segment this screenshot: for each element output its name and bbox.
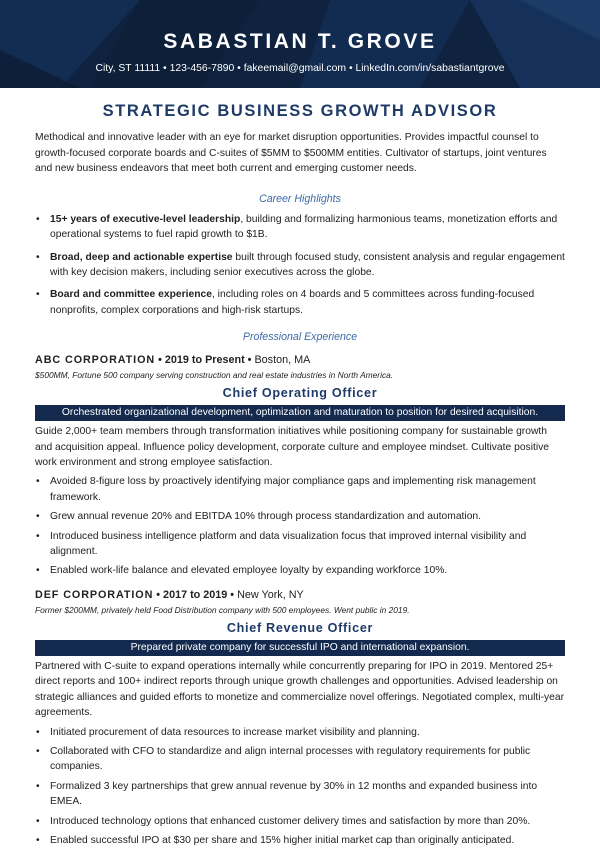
company-name: ABC CORPORATION	[35, 354, 155, 366]
highlight-item	[35, 212, 565, 243]
company-line	[35, 353, 565, 367]
company-location: Boston, MA	[254, 354, 310, 366]
company-location: New York, NY	[237, 589, 304, 601]
highlight-bold: Broad, deep and actionable expertise	[50, 252, 233, 263]
highlight-bold: 15+ years of executive-level leadership	[50, 214, 240, 225]
candidate-name: SABASTIAN T. GROVE	[0, 0, 600, 54]
company-line	[35, 588, 565, 602]
achievement-text: Collaborated with CFO to standardize and align internal processes with regulatory requirements for public companies.	[50, 746, 530, 772]
highlight-item	[35, 250, 565, 281]
achievements-list	[35, 725, 565, 848]
bullet-icon: •	[36, 833, 40, 848]
bullet-icon: •	[36, 529, 40, 544]
bullet-icon: •	[36, 725, 40, 740]
bullet-icon: •	[36, 250, 40, 265]
achievement-text: Formalized 3 key partnerships that grew annual revenue by 30% in 12 months and expanded business into EMEA.	[50, 781, 537, 807]
role-title: Chief Operating Officer	[35, 386, 565, 401]
highlights-list	[35, 212, 565, 318]
achievement-item	[35, 833, 565, 848]
section-title-experience: Professional Experience	[35, 330, 565, 344]
role-description: Guide 2,000+ team members through transformation initiatives while positioning company for sustainable growth and acquisition appeal. Influence policy development, corporate culture and employee mindset. Cultivate positive work environment and strong employee satisfaction.	[35, 424, 565, 470]
achievement-text: Introduced technology options that enhanced customer delivery times and satisfaction by more than 20%.	[50, 816, 530, 827]
achievements-list	[35, 474, 565, 578]
highlight-item	[35, 287, 565, 318]
company-dates: • 2017 to 2019 •	[153, 589, 237, 601]
bullet-icon: •	[36, 814, 40, 829]
bullet-icon: •	[36, 474, 40, 489]
achievement-text: Grew annual revenue 20% and EBITDA 10% through process standardization and automation.	[50, 511, 481, 522]
achievement-item	[35, 563, 565, 578]
achievement-text: Avoided 8-figure loss by proactively identifying major compliance gaps and implementing risk management framework.	[50, 476, 536, 502]
achievement-item	[35, 779, 565, 810]
role-banner: Orchestrated organizational development, optimization and maturation to position for desired acquisition.	[35, 405, 565, 421]
highlight-text: , including roles on 4 boards and 5 committees across funding-focused nonprofits, complex corporations and high-risk startups.	[50, 289, 534, 315]
achievement-item	[35, 744, 565, 775]
highlight-bold: Board and committee experience	[50, 289, 212, 300]
achievement-text: Enabled successful IPO at $30 per share and 15% higher initial market cap than originally anticipated.	[50, 835, 514, 846]
bullet-icon: •	[36, 509, 40, 524]
highlight-text: , building and formalizing harmonious teams, monetization efforts and operational systems to fuel rapid growth to $1B.	[50, 214, 557, 240]
achievement-item	[35, 725, 565, 740]
contact-line: City, ST 11111 • 123-456-7890 • fakeemail@gmail.com • LinkedIn.com/in/sabastiantgrove	[0, 62, 600, 76]
company-dates: • 2019 to Present •	[155, 354, 254, 366]
achievement-text: Enabled work-life balance and elevated employee loyalty by expanding workforce 10%.	[50, 565, 447, 576]
company-note: Former $200MM, privately held Food Distribution company with 500 employees. Went public in 2019.	[35, 604, 565, 616]
achievement-item	[35, 814, 565, 829]
professional-headline: STRATEGIC BUSINESS GROWTH ADVISOR	[35, 101, 565, 121]
bullet-icon: •	[36, 563, 40, 578]
achievement-text: Initiated procurement of data resources to increase market visibility and planning.	[50, 727, 420, 738]
bullet-icon: •	[36, 744, 40, 759]
achievement-item	[35, 529, 565, 560]
resume-header	[0, 0, 600, 88]
bullet-icon: •	[36, 779, 40, 794]
role-banner: Prepared private company for successful IPO and international expansion.	[35, 640, 565, 656]
bullet-icon: •	[36, 212, 40, 227]
achievement-item	[35, 509, 565, 524]
company-note: $500MM, Fortune 500 company serving construction and real estate industries in North America.	[35, 369, 565, 381]
company-name: DEF CORPORATION	[35, 589, 153, 601]
summary-paragraph: Methodical and innovative leader with an eye for market disruption opportunities. Provides impactful counsel to growth-focused corporate boards and C-suites of $5MM to $500MM entities. Cultivator of startups, joint ventures and new business endeavors that meet both current and emerging customer needs.	[35, 130, 565, 177]
role-title: Chief Revenue Officer	[35, 621, 565, 636]
achievement-item	[35, 474, 565, 505]
highlight-text: built through focused study, consistent analysis and regular engagement with key decision makers, including senior executives across the globe.	[50, 252, 565, 278]
bullet-icon: •	[36, 287, 40, 302]
role-description: Partnered with C-suite to expand operations internally while concurrently preparing for IPO in 2019. Mentored 25+ direct reports and 100+ indirect reports through unique growth challenges and opportunities. Advised leadership on strategic alliances and guided efforts to monetize and commercialize novel offerings. Negotiated complex, multi-year agreements.	[35, 659, 565, 721]
section-title-highlights: Career Highlights	[35, 192, 565, 206]
resume-body	[0, 101, 600, 848]
achievement-text: Introduced business intelligence platform and data visualization focus that improved internal visibility and alignment.	[50, 531, 526, 557]
